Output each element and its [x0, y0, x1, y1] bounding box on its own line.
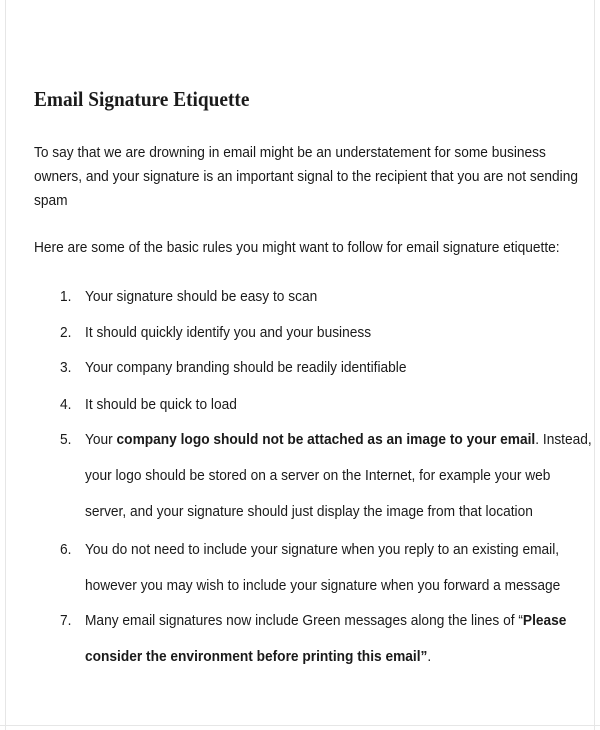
list-item-number: 5.	[60, 431, 72, 448]
list-item-line: It should be quick to load	[85, 396, 237, 413]
list-item-text	[85, 387, 237, 423]
intro-line-1: To say that we are drowning in email might be an understatement for some business	[34, 144, 546, 161]
intro-line-2: owners, and your signature is an important signal to the recipient that you are not sending	[34, 168, 578, 185]
list-item-line: It should quickly identify you and your business	[85, 324, 372, 341]
rule-7-text-pre: Many email signatures now include Green messages along the lines of “	[85, 612, 523, 629]
list-item-number: 4.	[60, 396, 72, 413]
list-item-line	[85, 603, 566, 639]
list-item-line: Your signature should be easy to scan	[85, 288, 318, 305]
list-item-line	[85, 639, 566, 675]
list-item-line	[85, 422, 592, 458]
document-title: Email Signature Etiquette	[34, 87, 250, 111]
list-item-line: Your company branding should be readily identifiable	[85, 359, 407, 376]
list-item-text	[85, 603, 566, 675]
list-item-text	[85, 315, 371, 351]
list-item-line: your logo should be stored on a server on the Internet, for example your web	[85, 467, 551, 484]
list-item-number: 2.	[60, 324, 72, 341]
page-border-bottom	[0, 725, 600, 726]
list-item-number: 3.	[60, 359, 72, 376]
intro-line-3: spam	[34, 192, 68, 209]
list-item-text	[85, 422, 592, 530]
rule-5-text-bold: company logo should not be attached as an image to your email	[116, 431, 536, 448]
list-item-number: 7.	[60, 612, 72, 629]
list-item-line: server, and your signature should just display the image from that location	[85, 503, 533, 520]
list-item-line: however you may wish to include your signature when you forward a message	[85, 577, 561, 594]
rule-7-text-post: .	[427, 648, 432, 665]
list-item-text	[85, 532, 560, 604]
rule-5-text-post: . Instead,	[535, 431, 592, 448]
page-border-left	[5, 0, 6, 730]
rule-5-text-pre: Your	[85, 431, 117, 448]
rules-lead-text: Here are some of the basic rules you might want to follow for email signature etiquette:	[34, 239, 560, 256]
rule-7-text-bold: Please	[522, 612, 567, 629]
list-item-number: 6.	[60, 541, 72, 558]
intro-paragraph	[34, 141, 578, 213]
list-item-number: 1.	[60, 288, 72, 305]
rule-7-text-bold-cont: consider the environment before printing this email”	[85, 648, 428, 665]
list-item-text	[85, 350, 406, 386]
list-item-text	[85, 279, 317, 315]
page-border-right	[594, 0, 595, 730]
list-item-line: You do not need to include your signature when you reply to an existing email,	[85, 541, 560, 558]
